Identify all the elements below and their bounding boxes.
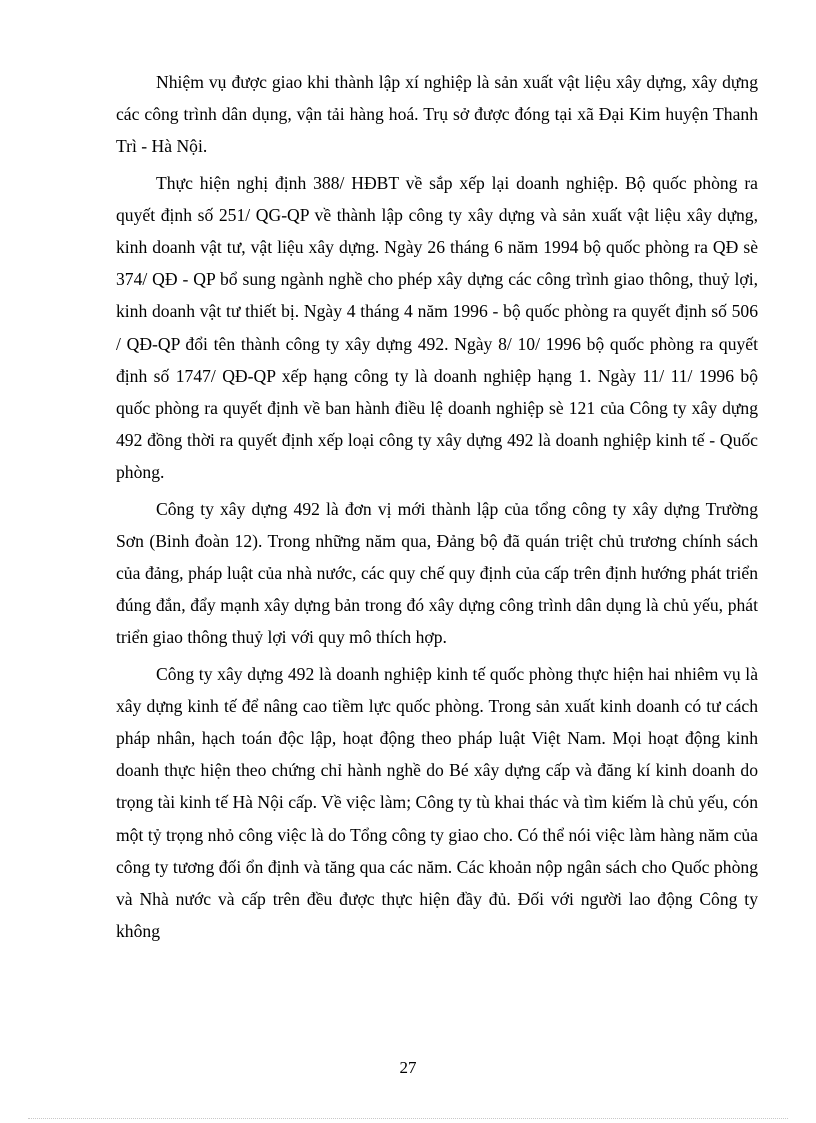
document-body <box>116 66 758 951</box>
page-number: 27 <box>399 1058 417 1077</box>
page-bottom-divider <box>28 1118 788 1119</box>
paragraph-business-operations: Công ty xây dựng 492 là doanh nghiệp kinh tế quốc phòng thực hiện hai nhiêm vụ là xây dựng kinh tế để nâng cao tiềm lực quốc phòng. Trong sản xuất kinh doanh có tư cách pháp nhân, hạch toán độc lập, hoạt động theo pháp luật Việt Nam. Mọi hoạt động kinh doanh thực hiện theo chứng chỉ hành nghề do Bé xây dựng cấp và đăng kí kinh doanh do trọng tài kinh tế Hà Nội cấp. Về việc làm; Công ty tù khai thác và tìm kiếm là chủ yếu, cón một tỷ trọng nhỏ công việc là do Tổng công ty giao cho. Có thể nói việc làm hàng năm của công ty tương đối ổn định và tăng qua các năm. Các khoản nộp ngân sách cho Quốc phòng và Nhà nước và cấp trên đều được thực hiện đầy đủ. Đối với người lao động Công ty không <box>116 663 758 942</box>
paragraph-restructuring-decrees: Thực hiện nghị định 388/ HĐBT về sắp xếp lại doanh nghiệp. Bộ quốc phòng ra quyết định số 251/ QG-QP về thành lập công ty xây dựng và sản xuất vật liệu xây dựng, kinh doanh vật tư, vật liệu xây dựng. Ngày 26 tháng 6 năm 1994 bộ quốc phòng ra QĐ sè 374/ QĐ - QP bổ sung ngành nghề cho phép xây dựng các công trình giao thông, thuỷ lợi, kinh doanh vật tư thiết bị. Ngày 4 tháng 4 năm 1996 - bộ quốc phòng ra quyết định số 506 / QĐ-QP đổi tên thành công ty xây dựng 492. Ngày 8/ 10/ 1996 bộ quốc phòng ra quyết định số 1747/ QĐ-QP xếp hạng công ty là doanh nghiệp hạng 1. Ngày 11/ 11/ 1996 bộ quốc phòng ra quyết định về ban hành điều lệ doanh nghiệp sè 121 của Công ty xây dựng 492 đồng thời ra quyết định xếp loại công ty xây dựng 492 là doanh nghiệp kinh tế - Quốc phòng. <box>116 172 758 483</box>
paragraph-company-development: Công ty xây dựng 492 là đơn vị mới thành lập của tổng công ty xây dựng Trường Sơn (Binh đoàn 12). Trong những năm qua, Đảng bộ đã quán triệt chủ trương chính sách của đảng, pháp luật của nhà nước, các quy chế quy định của cấp trên định hướng phát triển đúng đắn, đẩy mạnh xây dựng bản trong đó xây dựng công trình dân dụng là chủ yếu, phát triển giao thông thuỷ lợi với quy mô thích hợp. <box>116 498 758 648</box>
paragraph-founding-mission: Nhiệm vụ được giao khi thành lập xí nghiệp là sản xuất vật liệu xây dựng, xây dựng các công trình dân dụng, vận tải hàng hoá. Trụ sở được đóng tại xã Đại Kim huyện Thanh Trì - Hà Nội. <box>116 72 758 157</box>
